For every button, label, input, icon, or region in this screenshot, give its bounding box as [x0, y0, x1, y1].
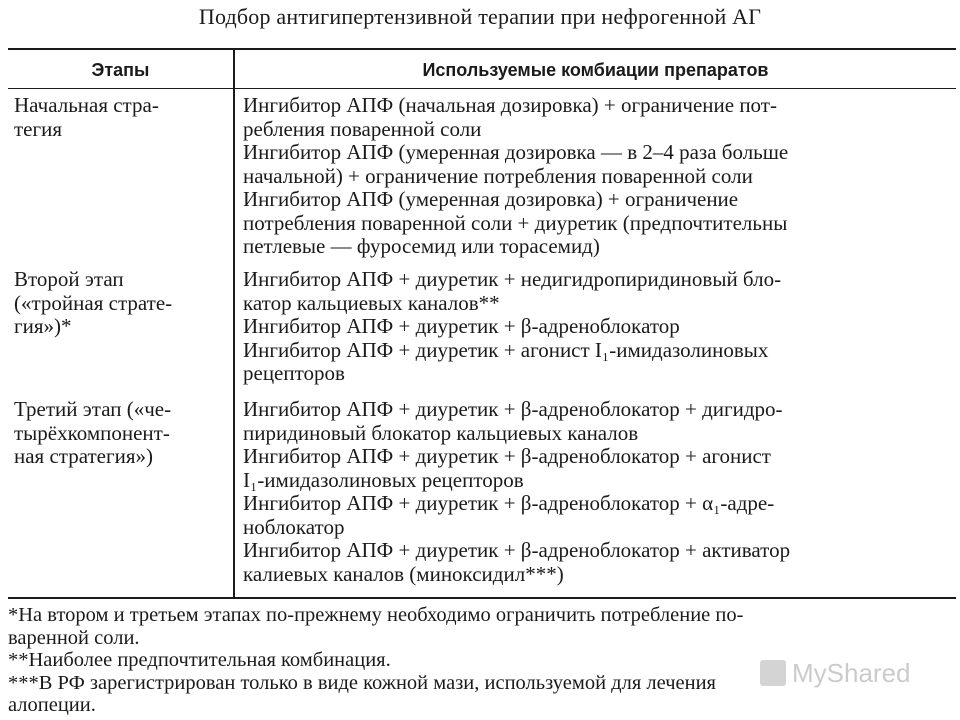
- watermark-logo-icon: [760, 660, 786, 686]
- footnote-3: ***В РФ зарегистрирован только в виде кожной мази, используемой для лечения алопеции.: [8, 671, 716, 716]
- watermark: [760, 658, 911, 689]
- column-divider: [233, 48, 235, 598]
- header-stages: Этапы: [91, 60, 150, 80]
- header-bottom-rule: [8, 88, 956, 89]
- table-row-3-stage: Третий этап («че- тырёхкомпонент- ная стратегия»): [14, 397, 172, 468]
- table-row-3-combinations: Ингибитор АПФ + диуретик + β-адреноблокатор + дигидро- пиридиновый блокатор кальциевых каналов Ингибитор АПФ + диуретик + β-адреноблокатор + агонист I₁-имидазолиновых рецепторов Ингибитор АПФ + диуретик + β-адреноблокатор + α₁-адре- ноблокатор Ингибитор АПФ + диуретик + β-адреноблокатор + активатор калиевых каналов (миноксидил***): [243, 397, 791, 586]
- table-row-2-stage: Второй этап («тройная страте- гия»)*: [14, 267, 173, 338]
- footnote-2: **Наиболее предпочтительная комбинация.: [8, 649, 391, 671]
- header-combinations: Используемые комбиации препаратов: [422, 60, 769, 80]
- table-row-1-stage: Начальная стра- тегия: [14, 93, 159, 141]
- document-title: Подбор антигипертензивной терапии при нефрогенной АГ: [198, 4, 762, 29]
- table-row-1-combinations: Ингибитор АПФ (начальная дозировка) + ограничение пот- ребления поваренной соли Ингибитор АПФ (умеренная дозировка — в 2–4 раза больше начальной) + ограничение потребления поваренной соли Ингибитор АПФ (умеренная дозировка) + ограничение потребления поваренной соли + диуретик (предпочтительны петлевые — фуросемид или торасемид): [243, 93, 789, 258]
- footnote-1: *На втором и третьем этапах по-прежнему необходимо ограничить потребление по- варенной соли.: [8, 604, 744, 649]
- watermark-text: MyShared: [792, 658, 911, 688]
- table-top-rule: [8, 48, 956, 50]
- table-bottom-rule: [8, 597, 956, 599]
- table-row-2-combinations: Ингибитор АПФ + диуретик + недигидропиридиновый бло- катор кальциевых каналов** Ингибитор АПФ + диуретик + β-адреноблокатор Ингибитор АПФ + диуретик + агонист I₁-имидазолиновых рецепторов: [243, 267, 782, 385]
